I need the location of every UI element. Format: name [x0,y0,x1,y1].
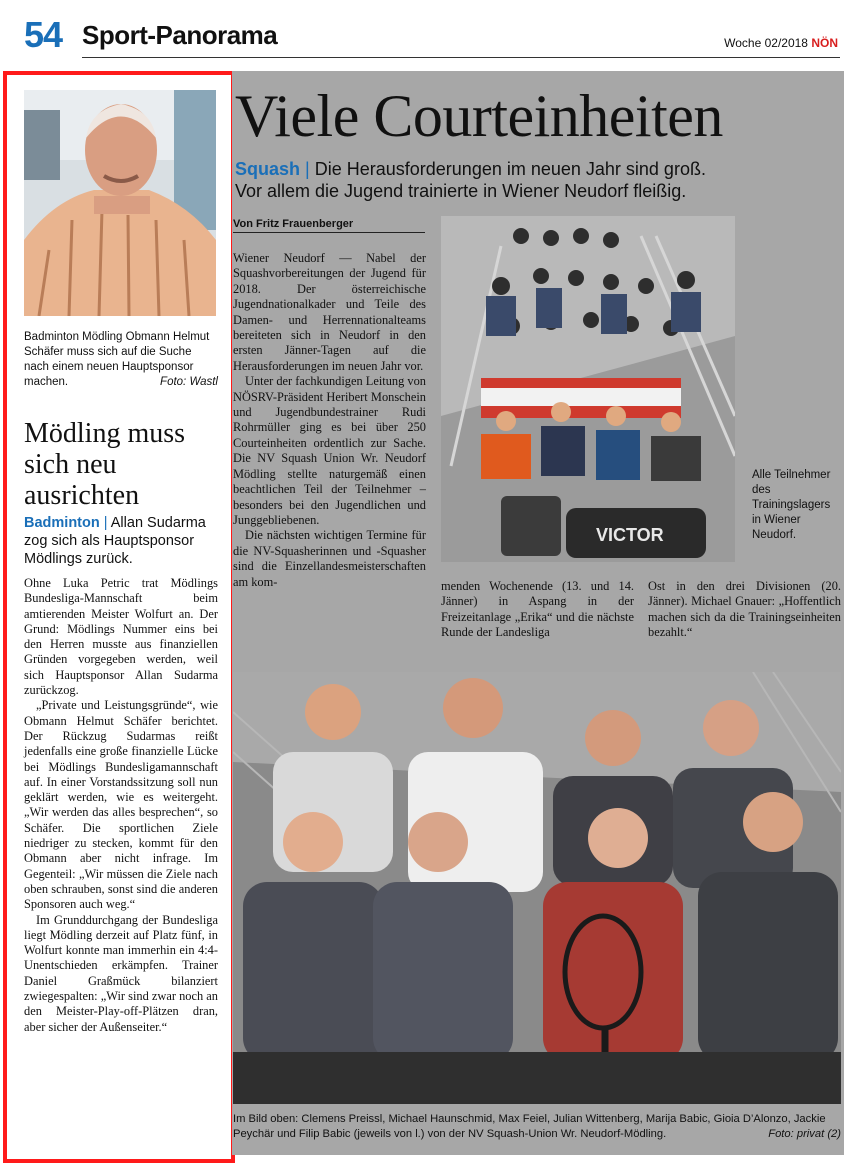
article-column-2: menden Wochenende (13. und 14. Jänner) in Aspang in der Freizeitanlage „Erika“ und die nächste Runde der Landesliga [441,579,634,640]
headline-squash: Viele Courteinheiten [235,83,723,149]
kicker-badminton: Badminton [24,515,100,531]
photo-training-camp-group [441,216,735,562]
subhead-badminton [24,514,220,568]
caption-text: Im Bild oben: Clemens Preissl, Michael Haunschmid, Max Feiel, Julian Wittenberg, Marija Babic, Gioia D’Alonzo, Jackie Peychär und Filip Babic (jeweils von l.) von der NV Squash-Union Wr. Neudorf-Mödling. [233,1113,826,1140]
paragraph: Unter der fachkundigen Leitung von NÖSRV-Präsident Heribert Monschein und Jugendbundestrainer Rudi Rohrmüller ging es bei über 250 Courteinheiten ordentlich zur Sache. Die NV Squash Union Wr. Neudorf Mödling stellte naturgemäß einen beachtlichen Teil der Teilnehmer – besonders bei den Jugendlichen und Junggebliebenen. [233,374,426,527]
kicker-separator: | [103,515,108,531]
group-image [441,216,735,562]
paragraph: Die nächsten wichtigen Termine für die NV-Squasherinnen und -Squasher sind die Einzellandesmeisterschaften am kom- [233,528,426,589]
paragraph: „Private und Leistungsgründe“, wie Obmann Helmut Schäfer berichtet. Der Rückzug Sudarmas reißt jedenfalls eine große finanzielle Lücke bei Mödlings Bundesligamannschaft auf. In einer Vorstandssitzung soll nun geklärt werden, wie es weitergeht. „Wir werden das alles besprechen“, so Schäfer. Die sportlichen Ziele niedriger zu stecken, kommt für den Obmann aber nicht infrage. Im Gegenteil: „Wir müssen die Ziele nach oben schrauben, sonst sind die anderen Sponsoren auch weg.“ [24,698,218,912]
subhead-text: Allan Sudarma zog sich als Hauptsponsor Mödlings zurück. [24,515,206,567]
photo-credit: Foto: privat (2) [768,1128,841,1140]
header-rule [82,57,840,58]
kicker-squash: Squash [235,159,301,179]
headline-moedling: Mödling muss sich neu ausrichten [24,418,186,511]
article-body-left [24,576,218,1035]
kicker-separator: | [305,159,310,179]
photo-helmut-schaefer [24,90,216,316]
photo-caption-group: Alle Teilnehmer des Trainingslagers in Wiener Neudorf. [752,469,831,541]
issue-label [724,36,838,50]
paragraph: Ohne Luka Petric trat Mödlings Bundesliga-Mannschaft beim amtierenden Meister Wolfurt an. Der Grund: Mödlings Nummer eins bei den Herren musste aus finanziellen Gründen vorgegeben werden, weil sich Hauptsponsor Allan Sudarma zurückzog. [24,576,218,698]
byline-rule [233,232,425,233]
team-image [233,672,841,1104]
paragraph: Im Grunddurchgang der Bundesliga liegt Mödling derzeit auf Platz fünf, in Wolfurt konnte man immerhin ein 4:4-Unentschieden erkämpfen. Trainer Daniel Graßmück bilanziert zwiegespalten: „Wir sind zwar noch an den Meister-Play-off-Plätzen dran, aber sicher der Außenseiter.“ [24,912,218,1034]
brand-logo: NÖN [811,36,838,50]
page-number: 54 [24,14,63,55]
bag-brand-label: VICTOR [596,525,664,545]
photo-caption-helmut [24,330,218,390]
photo-caption-team [233,1112,841,1142]
photo-credit: Foto: Wastl [160,376,218,388]
byline: Von Fritz Frauenberger [233,218,354,230]
portrait-image [24,90,216,316]
article-column-3: Ost in den drei Divisionen (20. Jänner). Michael Gnauer: „Hoffentlich machen sich da die Trainingseinheiten bezahlt.“ [648,579,841,640]
subhead-line-1: Die Herausforderungen im neuen Jahr sind groß. [314,159,706,179]
article-body-squash [233,251,426,590]
caption-text: Badminton Mödling Obmann Helmut Schäfer muss sich auf die Suche nach einem neuen Hauptsponsor machen. [24,331,210,388]
subhead-line-2: Vor allem die Jugend trainierte in Wiener Neudorf fleißig. [235,181,687,201]
paragraph: Wiener Neudorf — Nabel der Squashvorbereitungen der Jugend für 2018. Der österreichische Jugendnationalkader und Teile des Damen- und Herrennationalteams bereiteten sich in Neudorf in den ersten Jänner-Tagen auf die Herausforderungen im neuen Jahr vor. [233,251,426,373]
section-title: Sport-Panorama [82,20,278,50]
subhead-squash [235,158,795,202]
photo-team-members [233,672,841,1104]
issue-week: Woche 02/2018 [724,36,812,50]
